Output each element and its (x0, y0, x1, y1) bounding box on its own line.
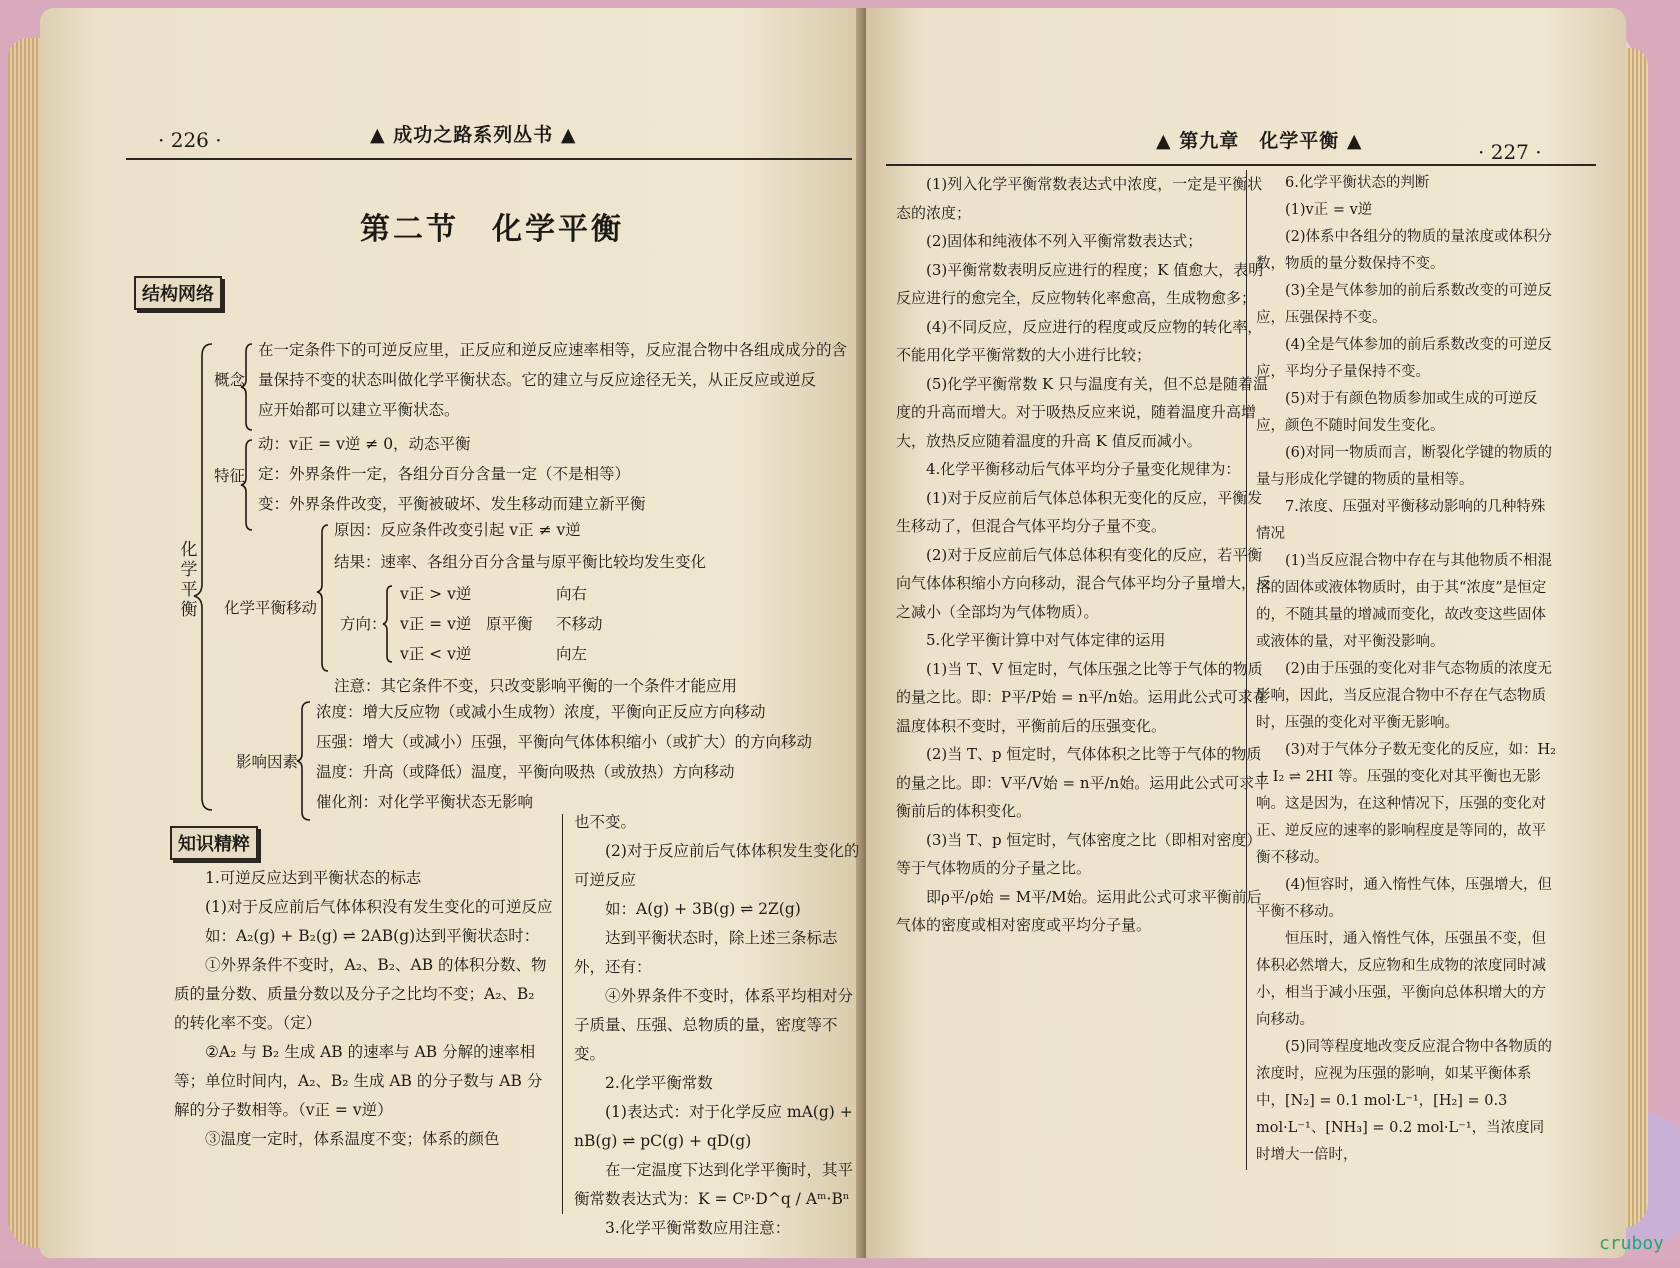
left-column-1 (174, 864, 554, 1154)
left-running-header: ▲ 成功之路系列丛书 ▲ (370, 120, 576, 147)
paragraph: 即ρ平/ρ始 = M平/M始。运用此公式可求平衡前后气体的密度或相对密度或平均分子量。 (896, 883, 1276, 940)
structure-heading: 结构网络 (134, 276, 222, 310)
right-column-2 (1256, 170, 1556, 1169)
paragraph: ③温度一定时，体系温度不变；体系的颜色 (174, 1125, 554, 1154)
tree-root-label: 化学平衡 (180, 540, 198, 620)
direction-result: 向右 (556, 584, 587, 604)
paragraph: 2.化学平衡常数 (574, 1069, 864, 1098)
paragraph: (1)当反应混合物中存在与其他物质不相混溶的固体或液体物质时，由于其“浓度”是恒定的，不随其量的增减而变化，故改变这些固体或液体的量，对平衡没影响。 (1256, 548, 1556, 656)
paragraph: (1)对于反应前后气体体积没有发生变化的可逆反应 (174, 893, 554, 922)
paragraph: (2)当 T、p 恒定时，气体体积之比等于气体的物质的量之比。即：V平/V始 = n平/n始。运用此公式可求平衡前后的体积变化。 (896, 740, 1276, 826)
right-column-1 (896, 170, 1276, 940)
feature-item: 定：外界条件一定，各组分百分含量一定（不是相等） (258, 464, 630, 484)
factor-item: 催化剂：对化学平衡状态无影响 (316, 792, 533, 812)
paragraph: (5)对于有颜色物质参加或生成的可逆反应，颜色不随时间发生变化。 (1256, 386, 1556, 440)
open-book (8, 8, 1648, 1260)
feature-item: 动：v正 = v逆 ≠ 0，动态平衡 (258, 434, 471, 454)
concept-line-2: 量保持不变的状态叫做化学平衡状态。它的建立与反应途径无关，从正反应或逆反 (258, 370, 816, 390)
paragraph: ②A₂ 与 B₂ 生成 AB 的速率与 AB 分解的速率相等；单位时间内，A₂、B₂ 生成 AB 的分子数与 AB 分解的分子数相等。（v正 = v逆） (174, 1038, 554, 1125)
paragraph: (5)同等程度地改变反应混合物中各物质的浓度时，应视为压强的影响，如某平衡体系中，[N₂] = 0.1 mol·L⁻¹，[H₂] = 0.3 mol·L⁻¹、[NH₃] = 0.2 mol·L⁻¹，当浓度同时增大一倍时， (1256, 1034, 1556, 1169)
right-running-header: ▲ 第九章 化学平衡 ▲ (1156, 126, 1362, 153)
paragraph: (4)不同反应，反应进行的程度或反应物的转化率，不能用化学平衡常数的大小进行比较； (896, 313, 1276, 370)
paragraph: 达到平衡状态时，除上述三条标志外，还有： (574, 924, 864, 982)
direction-result: 向左 (556, 644, 587, 664)
direction-cond: v正 > v逆 (400, 584, 471, 604)
column-divider (1246, 170, 1247, 1170)
shift-note: 注意：其它条件不变，只改变影响平衡的一个条件才能应用 (334, 676, 737, 696)
right-header-rule (886, 164, 1596, 166)
paragraph: 4.化学平衡移动后气体平均分子量变化规律为： (896, 455, 1276, 484)
feature-item: 变：外界条件改变，平衡被破坏、发生移动而建立新平衡 (258, 494, 646, 514)
paragraph: ①外界条件不变时，A₂、B₂、AB 的体积分数、物质的量分数、质量分数以及分子之比均不变；A₂、B₂ 的转化率不变。（定） (174, 951, 554, 1038)
paragraph: (6)对同一物质而言，断裂化学键的物质的量与形成化学键的物质的量相等。 (1256, 440, 1556, 494)
paragraph: 1.可逆反应达到平衡状态的标志 (174, 864, 554, 893)
tree-factor-label: 影响因素 (236, 752, 298, 772)
concept-line-1: 在一定条件下的可逆反应里，正反应和逆反应速率相等，反应混合物中各组成成分的含 (258, 340, 847, 360)
concept-line-3: 应开始都可以建立平衡状态。 (258, 400, 460, 420)
paragraph: (2)对于反应前后气体总体积有变化的反应，若平衡向气体体积缩小方向移动，混合气体平均分子量增大，反之减小（全部均为气体物质）。 (896, 541, 1276, 627)
direction-cond: v正 = v逆 (400, 614, 471, 634)
paragraph: (3)平衡常数表明反应进行的程度；K 值愈大，表明反应进行的愈完全，反应物转化率愈高，生成物愈多； (896, 256, 1276, 313)
direction-label: 方向： (340, 614, 387, 634)
section-title: 第二节 化学平衡 (360, 204, 624, 248)
paragraph: (3)全是气体参加的前后系数改变的可逆反应，压强保持不变。 (1256, 278, 1556, 332)
factor-item: 温度：升高（或降低）温度，平衡向吸热（或放热）方向移动 (316, 762, 735, 782)
paragraph: (3)当 T、p 恒定时，气体密度之比（即相对密度）等于气体物质的分子量之比。 (896, 826, 1276, 883)
paragraph: 如：A₂(g) + B₂(g) ⇌ 2AB(g)达到平衡状态时： (174, 922, 554, 951)
column-divider (562, 814, 563, 1214)
left-column-2 (574, 808, 864, 1243)
left-page (40, 8, 868, 1258)
tree-feature-label: 特征 (214, 466, 245, 486)
knowledge-heading: 知识精粹 (170, 826, 258, 860)
left-page-number: · 226 · (158, 128, 222, 152)
tree-concept-label: 概念 (214, 370, 245, 390)
paragraph: (2)体系中各组分的物质的量浓度或体积分数，物质的量分数保持不变。 (1256, 224, 1556, 278)
paragraph: 5.化学平衡计算中对气体定律的运用 (896, 626, 1276, 655)
watermark: cruboy (1599, 1233, 1664, 1254)
paragraph: (3)对于气体分子数无变化的反应，如：H₂ + I₂ ⇌ 2HI 等。压强的变化对其平衡也无影响。这是因为，在这种情况下，压强的变化对正、逆反应的速率的影响程度是等同的，故平衡不移动。 (1256, 737, 1556, 872)
paragraph: 恒压时，通入惰性气体，压强虽不变，但体积必然增大，反应物和生成物的浓度同时减小，相当于减小压强，平衡向总体积增大的方向移动。 (1256, 926, 1556, 1034)
paragraph: 3.化学平衡常数应用注意： (574, 1214, 864, 1243)
right-page-number: · 227 · (1478, 140, 1542, 164)
paragraph: (1)列入化学平衡常数表达式中浓度，一定是平衡状态的浓度； (896, 170, 1276, 227)
shift-result: 结果：速率、各组分百分含量与原平衡比较均发生变化 (334, 552, 706, 572)
paragraph: (1)对于反应前后气体总体积无变化的反应，平衡发生移动了，但混合气体平均分子量不变。 (896, 484, 1276, 541)
paragraph: (1)表达式：对于化学反应 mA(g) + nB(g) ⇌ pC(g) + qD(g) (574, 1098, 864, 1156)
direction-cond: v正 < v逆 (400, 644, 471, 664)
paragraph: (2)由于压强的变化对非气态物质的浓度无影响，因此，当反应混合物中不存在气态物质时，压强的变化对平衡无影响。 (1256, 656, 1556, 737)
paragraph: (1)当 T、V 恒定时，气体压强之比等于气体的物质的量之比。即：P平/P始 = n平/n始。运用此公式可求在温度体积不变时，平衡前后的压强变化。 (896, 655, 1276, 741)
paragraph: (4)恒容时，通入惰性气体，压强增大，但平衡不移动。 (1256, 872, 1556, 926)
paragraph: 也不变。 (574, 808, 864, 837)
direction-mid: 原平衡 (486, 614, 533, 634)
right-page (866, 8, 1626, 1258)
paragraph: (2)固体和纯液体不列入平衡常数表达式； (896, 227, 1276, 256)
factor-item: 压强：增大（或减小）压强，平衡向气体体积缩小（或扩大）的方向移动 (316, 732, 812, 752)
paragraph: 如：A(g) + 3B(g) ⇌ 2Z(g) (574, 895, 864, 924)
paragraph: (1)v正 = v逆 (1256, 197, 1556, 224)
paragraph: 6.化学平衡状态的判断 (1256, 170, 1556, 197)
shift-cause: 原因：反应条件改变引起 v正 ≠ v逆 (334, 520, 581, 540)
factor-item: 浓度：增大反应物（或减小生成物）浓度，平衡向正反应方向移动 (316, 702, 766, 722)
paragraph: (2)对于反应前后气体体积发生变化的可逆反应 (574, 837, 864, 895)
paragraph: (4)全是气体参加的前后系数改变的可逆反应，平均分子量保持不变。 (1256, 332, 1556, 386)
paragraph: 7.浓度、压强对平衡移动影响的几种特殊情况 (1256, 494, 1556, 548)
tree-shift-label: 化学平衡移动 (224, 598, 317, 618)
direction-result: 不移动 (556, 614, 603, 634)
paragraph: 在一定温度下达到化学平衡时，其平衡常数表达式为：K = Cᵖ·D^q / Aᵐ·Bⁿ (574, 1156, 864, 1214)
paragraph: ④外界条件不变时，体系平均相对分子质量、压强、总物质的量，密度等不变。 (574, 982, 864, 1069)
paragraph: (5)化学平衡常数 K 只与温度有关，但不总是随着温度的升高而增大。对于吸热反应来说，随着温度升高增大，放热反应随着温度的升高 K 值反而减小。 (896, 370, 1276, 456)
